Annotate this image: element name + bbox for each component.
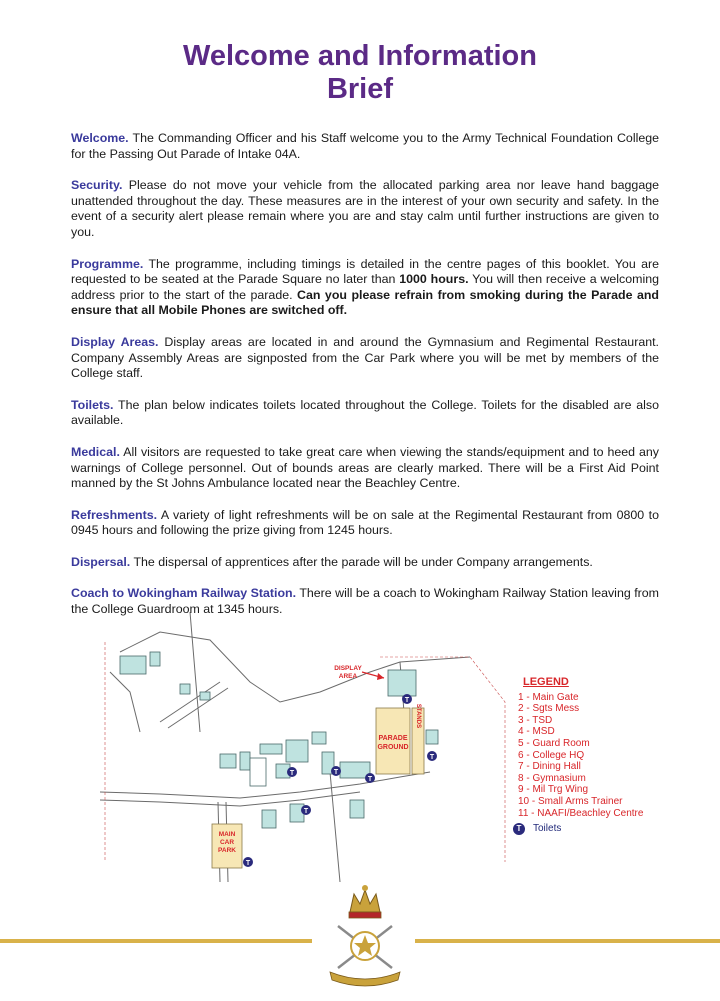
legend-item: 2 - Sgts Mess — [518, 703, 580, 715]
coach-heading: Coach to Wokingham Railway Station. — [71, 586, 297, 601]
toilet-marker — [427, 751, 437, 761]
map-legend — [513, 677, 713, 835]
crest-scroll — [330, 972, 400, 986]
dispersal-heading: Dispersal. — [71, 554, 131, 569]
toilet-marker — [365, 773, 375, 783]
legend-item: 8 - Gymnasium — [518, 772, 586, 784]
parade-ground-label-2: GROUND — [377, 744, 409, 751]
stands-label: STANDS — [415, 703, 421, 729]
toilet-icon: T — [513, 823, 525, 835]
parade-ground-label-1: PARADE — [378, 735, 408, 742]
display-area-label-1: DISPLAY — [334, 665, 362, 672]
refreshments-heading: Refreshments. — [71, 507, 158, 522]
toilet-marker — [243, 857, 253, 867]
corps-crest-icon — [320, 882, 410, 987]
dispersal-paragraph — [71, 555, 659, 571]
medical-heading: Medical. — [71, 444, 120, 459]
college-site-plan — [100, 612, 510, 882]
dispersal-text: The dispersal of apprentices after the parade will be under Company arrangements. — [130, 554, 593, 569]
legend-toilets-label: Toilets — [533, 823, 562, 835]
programme-text-2: You will then receive a welcoming address prior to the start of the parade. — [71, 272, 659, 302]
brief-body — [71, 131, 659, 634]
svg-text:T: T — [303, 808, 309, 815]
medical-paragraph — [71, 445, 659, 492]
display-area-arrowhead — [377, 673, 384, 680]
toilet-marker — [331, 766, 341, 776]
toilets-paragraph — [71, 398, 659, 429]
legend-item: 11 - NAAFI/Beachley Centre — [518, 807, 644, 819]
svg-text:T: T — [333, 769, 339, 776]
security-text: Please do not move your vehicle from the allocated parking area nor leave hand baggage unattended throughout the day. These measures are in the interest of your own security and safety. In the event of a security alert please remain where you are and stay calm until further instructions are given to you. — [71, 178, 659, 239]
welcome-text: The Commanding Officer and his Staff welcome you to the Army Technical Foundation College for the Passing Out Parade of Intake 04A. — [71, 131, 659, 161]
programme-time: 1000 hours. — [399, 272, 469, 287]
display-areas-text: Display areas are located in and around the Gymnasium and Regimental Restaurant. Company Assembly Areas are signposted from the Car Park where you will be met by members of the College staff. — [71, 334, 659, 381]
legend-item: 5 - Guard Room — [518, 737, 590, 749]
toilet-marker — [301, 805, 311, 815]
refreshments-text: A variety of light refreshments will be on sale at the Regimental Restaurant from 0800 to 0945 hours and following the prize giving from 1245 hours. — [71, 507, 659, 538]
legend-item: 10 - Small Arms Trainer — [518, 795, 623, 807]
display-area-label-2: AREA — [338, 673, 358, 680]
coach-text: There will be a coach to Wokingham Railway Station leaving from the College Guardroom at 1345 hours. — [71, 586, 659, 617]
svg-text:T: T — [245, 860, 251, 867]
welcome-paragraph — [71, 131, 659, 162]
title-line-1: Welcome and Information — [183, 40, 537, 72]
legend-toilets — [513, 823, 713, 835]
welcome-heading: Welcome. — [71, 131, 129, 145]
legend-item: 1 - Main Gate — [518, 691, 579, 703]
svg-text:T: T — [429, 754, 435, 761]
legend-item: 4 - MSD — [518, 726, 555, 738]
legend-item: 3 - TSD — [518, 714, 553, 726]
car-park-label-1: MAIN — [218, 831, 236, 838]
toilet-marker — [287, 767, 297, 777]
security-paragraph — [71, 178, 659, 240]
title-line-2: Brief — [326, 73, 394, 105]
svg-text:T: T — [289, 770, 295, 777]
crown-icon — [349, 885, 381, 918]
toilets-text: The plan below indicates toilets located throughout the College. Toilets for the disabled are also available. — [71, 397, 659, 428]
footer-rule-right — [415, 939, 720, 943]
medical-text: All visitors are requested to take great care when viewing the stands/equipment and to heed any warnings of College personnel. Out of bounds areas are clearly marked. There will be a First Aid Point manned by the St Johns Ambulance located near the Beachley Centre. — [71, 444, 659, 491]
car-park-label-3: PARK — [218, 847, 236, 854]
display-areas-heading: Display Areas. — [71, 334, 159, 349]
legend-item: 6 - College HQ — [518, 749, 585, 761]
security-heading: Security. — [71, 178, 123, 193]
page-title — [0, 40, 720, 106]
programme-paragraph — [71, 257, 659, 319]
legend-title: LEGEND — [523, 676, 569, 688]
car-park-label-2: CAR — [219, 839, 235, 846]
footer-rule-left — [0, 939, 312, 943]
programme-text-1: The programme, including timings is detailed in the centre pages of this booklet. You are requested to be seated at the Parade Square no later than — [71, 256, 659, 287]
programme-heading: Programme. — [71, 256, 144, 271]
svg-text:T: T — [404, 697, 410, 704]
toilets-heading: Toilets. — [71, 397, 114, 412]
refreshments-paragraph — [71, 508, 659, 539]
svg-text:T: T — [367, 776, 373, 783]
legend-item: 9 - Mil Trg Wing — [518, 784, 589, 796]
legend-item: 7 - Dining Hall — [518, 761, 581, 773]
display-areas-paragraph — [71, 335, 659, 382]
programme-bold-note: Can you please refrain from smoking during the Parade and ensure that all Mobile Phones are switched off. — [71, 287, 659, 318]
toilet-marker — [402, 694, 412, 704]
